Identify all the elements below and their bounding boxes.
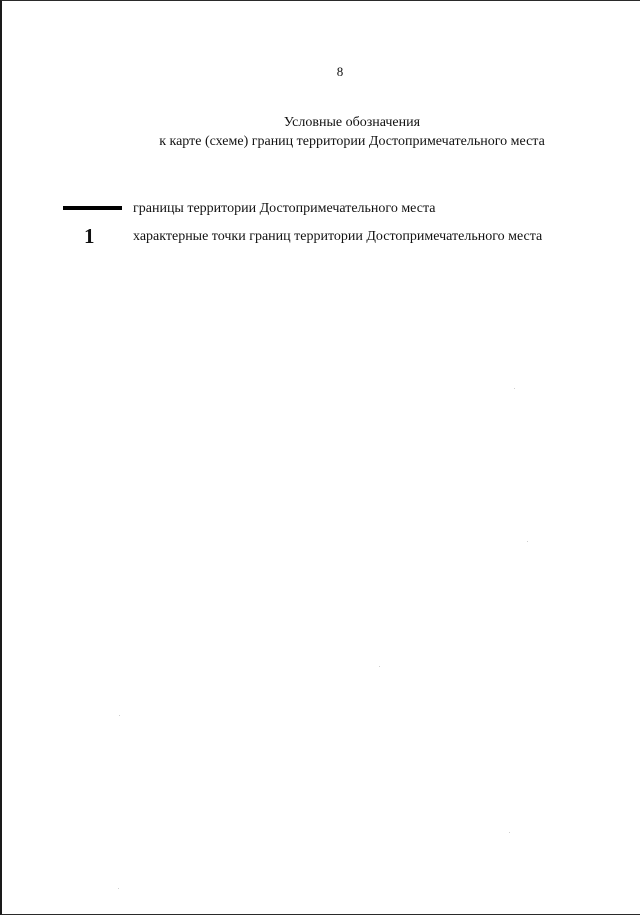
point-number-symbol: 1 [84,224,95,248]
legend-item-points [0,225,640,249]
scan-speck [509,832,510,833]
scan-speck [527,541,528,542]
scan-speck [118,888,119,889]
legend-item-label: характерные точки границ территории Достопримечательного места [133,229,543,244]
boundary-line-symbol [63,206,122,210]
legend-subtitle: к карте (схеме) границ территории Достопримечательного места [159,134,545,149]
scan-speck [514,388,515,389]
scan-speck [379,666,380,667]
legend-item-boundary [0,197,640,221]
legend-item-label: границы территории Достопримечательного места [133,201,436,216]
scan-speck [119,715,120,716]
page-number: 8 [336,64,344,79]
legend-title: Условные обозначения [283,115,421,130]
